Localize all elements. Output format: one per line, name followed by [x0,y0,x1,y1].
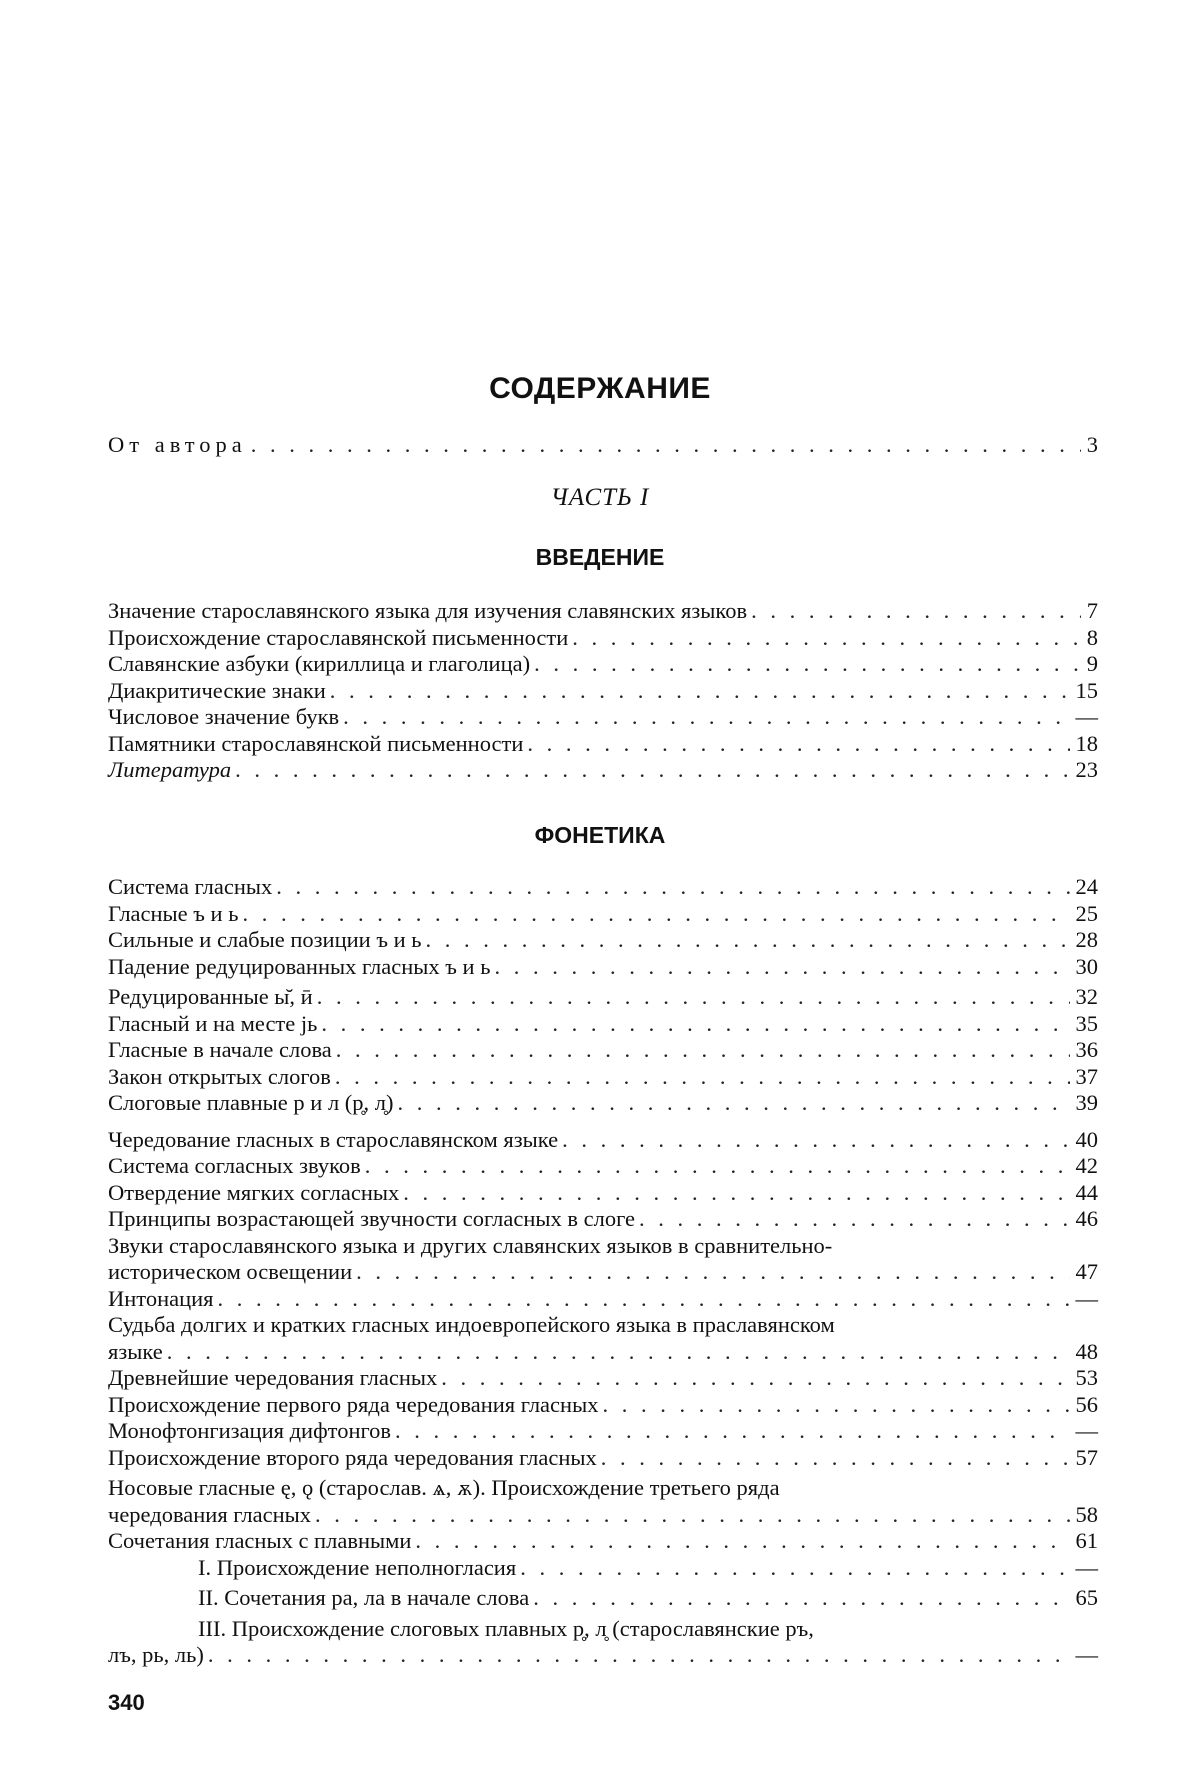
entry-title: лъ, рь, ль) [108,1642,204,1667]
entry-page: 35 [1075,1010,1098,1036]
entry-page: 7 [1086,598,1098,623]
entry-page: 30 [1075,953,1098,979]
leader-dots [403,1180,1069,1207]
entry-title: историческом освещении [108,1259,353,1284]
entry-page: 57 [1075,1444,1098,1470]
entry-page: 32 [1075,984,1098,1009]
entry-page: 42 [1075,1153,1098,1178]
leader-dots [218,1286,1070,1313]
section-heading-introduction: ВВЕДЕНИЕ [535,544,665,570]
entry-title-line: III. Происхождение слоговых плавных р̥, л̥ (старославянские ръ, [198,1615,814,1641]
entry-page: 18 [1075,730,1098,756]
entry-page: 37 [1075,1063,1098,1089]
toc-entry [108,1392,1098,1419]
toc-subentry [108,1585,1098,1612]
toc-entry [108,731,1098,758]
entry-page: — [1075,1285,1098,1311]
leader-dots [251,432,1081,459]
toc-entry [108,954,1098,981]
entry-title: Падение редуцированных гласных ъ и ь [108,953,491,979]
toc-entry [108,1418,1098,1445]
toc-entry [108,1090,1098,1117]
entry-title-line: Судьба долгих и кратких гласных индоевропейского языка в праславянском [108,1312,835,1337]
toc-entry [108,1037,1098,1064]
entry-page: 8 [1086,624,1098,650]
toc-entry [108,678,1098,705]
leader-dots [167,1339,1070,1366]
leader-dots [315,1502,1069,1529]
entry-title: Закон открытых слогов [108,1063,331,1089]
leader-dots [343,704,1069,731]
toc-entry [108,598,1098,625]
entry-page: 25 [1075,900,1098,926]
leader-dots [398,1090,1070,1117]
toc-entry [108,1153,1098,1180]
entry-page: 58 [1075,1501,1098,1527]
entry-title: Происхождение старославянской письменности [108,624,569,650]
entry-title: От автора [108,432,247,457]
toc-entry [108,1286,1098,1313]
entry-page: 23 [1075,757,1098,782]
entry-page: 44 [1075,1179,1098,1205]
entry-title: Происхождение первого ряда чередования гласных [108,1391,599,1417]
leader-dots [317,984,1070,1011]
entry-title: Система гласных [108,874,273,899]
toc-entry [108,1011,1098,1038]
entry-title: Происхождение второго ряда чередования гласных [108,1444,597,1470]
entry-page: 28 [1075,927,1098,952]
toc-entry [108,1528,1098,1555]
toc-entry-multiline [108,1312,1098,1365]
toc-subentry-multiline [108,1616,1098,1669]
entry-title: Гласные ъ и ь [108,900,239,926]
preface-list [108,432,1098,459]
entry-page: — [1075,1418,1098,1443]
entry-page: 46 [1075,1206,1098,1231]
toc-entry-preface [108,432,1098,459]
toc-entry [108,927,1098,954]
toc-entry [108,1127,1098,1154]
leader-dots [365,1153,1070,1180]
toc-subentry [108,1555,1098,1582]
toc-entry [108,625,1098,652]
entry-page: 56 [1075,1391,1098,1417]
introduction-list [108,598,1098,784]
toc-entry [108,757,1098,784]
entry-title: Значение старославянского языка для изучения славянских языков [108,598,748,623]
toc-entry [108,874,1098,901]
entry-title: Система согласных звуков [108,1153,361,1178]
entry-page: 65 [1075,1585,1098,1610]
toc-entry [108,984,1098,1011]
leader-dots [601,1445,1070,1472]
entry-page: 3 [1086,432,1098,457]
entry-title-line: Звуки старославянского языка и других славянских языков в сравнительно- [108,1232,833,1258]
entry-title: Диакритические знаки [108,677,326,703]
entry-title: I. Происхождение неполногласия [198,1554,517,1580]
leader-dots [602,1392,1069,1419]
toc-entry [108,901,1098,928]
entry-title: Отвердение мягких согласных [108,1179,400,1205]
toc-entry-multiline [108,1475,1098,1528]
entry-title: Числовое значение букв [108,704,340,729]
leader-dots [533,1585,1069,1612]
leader-dots [639,1206,1070,1233]
leader-dots [751,598,1081,625]
page-number: 340 [108,1690,145,1715]
entry-page: 39 [1075,1090,1098,1115]
leader-dots [356,1259,1069,1286]
entry-page: 53 [1075,1365,1098,1390]
leader-dots [208,1642,1070,1669]
leader-dots [235,757,1069,784]
toc-entry [108,1206,1098,1233]
section-heading-phonetics: ФОНЕТИКА [534,822,666,848]
entry-page: 47 [1075,1259,1098,1284]
leader-dots [441,1365,1069,1392]
leader-dots [527,731,1069,758]
toc-entry [108,1445,1098,1472]
entry-page: — [1075,704,1098,729]
toc-entry [108,1180,1098,1207]
leader-dots [562,1127,1069,1154]
leader-dots [321,1011,1069,1038]
leader-dots [572,625,1080,652]
entry-title: Редуцированные ы̆, ӣ [108,984,313,1009]
leader-dots [330,678,1070,705]
toc-entry-multiline [108,1233,1098,1286]
leader-dots [494,954,1069,981]
entry-title: Литература [108,757,232,782]
entry-title: Гласный и на месте jь [108,1010,318,1036]
toc-entry [108,1064,1098,1091]
entry-page: 36 [1075,1037,1098,1062]
entry-title: Сочетания гласных с плавными [108,1528,412,1553]
spacer [108,1117,1098,1127]
entry-title: Сильные и слабые позиции ъ и ь [108,927,422,952]
leader-dots [534,651,1081,678]
part-label: ЧАСТЬ I [550,484,650,511]
page-title: СОДЕРЖАНИЕ [489,372,711,405]
leader-dots [520,1555,1069,1582]
entry-page: 48 [1075,1338,1098,1364]
entry-title: языке [108,1338,163,1364]
entry-title: II. Сочетания ра, ла в начале слова [198,1585,530,1610]
entry-title-line: Носовые гласные ę, ǫ (старослав. ѧ, ѫ). Происхождение третьего ряда [108,1475,780,1500]
leader-dots [426,927,1070,954]
toc-entry [108,704,1098,731]
entry-page: — [1075,1554,1098,1580]
entry-page: 15 [1075,677,1098,703]
entry-title: Монофтонгизация дифтонгов [108,1418,392,1443]
toc-entry [108,1365,1098,1392]
phonetics-list [108,874,1098,1669]
entry-page: — [1075,1642,1098,1667]
leader-dots [395,1418,1069,1445]
leader-dots [415,1528,1069,1555]
leader-dots [335,1064,1070,1091]
entry-title: Памятники старославянской письменности [108,730,524,756]
entry-title: Славянские азбуки (кириллица и глаголица) [108,651,531,676]
entry-page: 61 [1075,1528,1098,1553]
entry-title: Слоговые плавные р и л (р̥, л̥) [108,1090,394,1115]
entry-page: 9 [1086,651,1098,676]
toc-entry [108,651,1098,678]
entry-title: Принципы возрастающей звучности согласных в слоге [108,1206,635,1231]
leader-dots [276,874,1069,901]
entry-title: Древнейшие чередования гласных [108,1365,438,1390]
entry-title: Гласные в начале слова [108,1037,332,1062]
entry-title: Чередование гласных в старославянском языке [108,1126,559,1152]
entry-title: Интонация [108,1285,214,1311]
entry-page: 40 [1075,1126,1098,1152]
entry-page: 24 [1075,874,1098,899]
entry-title: чередования гласных [108,1501,312,1527]
leader-dots [242,901,1069,928]
leader-dots [336,1037,1070,1064]
